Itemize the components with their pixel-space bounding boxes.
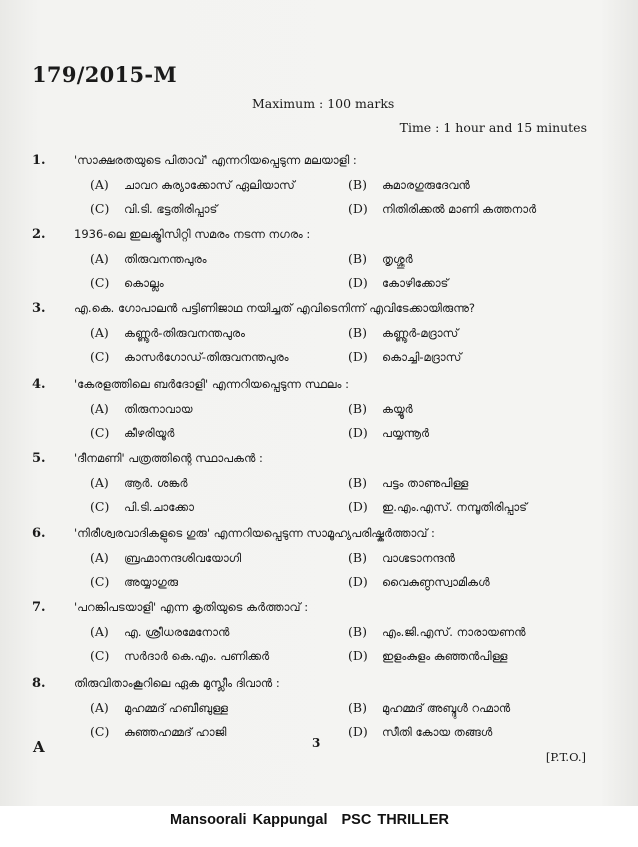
option-label: (D)	[348, 425, 368, 440]
option-d	[348, 425, 429, 441]
option-text: വി.ടി. ഭട്ടതിരിപ്പാട്	[124, 202, 218, 216]
question-text: 'ദീനമണി' പത്രത്തിന്റെ സ്ഥാപകൻ :	[74, 451, 263, 465]
option-label: (D)	[348, 499, 368, 514]
option-b	[348, 251, 413, 267]
option-label: (A)	[90, 401, 109, 416]
option-text: കൊച്ചി-മദ്രാസ്	[382, 350, 462, 364]
question-number: 2.	[32, 227, 46, 242]
option-label: (C)	[90, 425, 110, 440]
option-label: (B)	[348, 325, 367, 340]
question-text: 1936-ലെ ഇലക്ട്രിസിറ്റി സമരം നടന്ന നഗരം :	[74, 227, 311, 241]
option-b	[348, 401, 413, 417]
option-label: (C)	[90, 349, 110, 364]
option-label: (B)	[348, 401, 367, 416]
option-c	[90, 574, 178, 590]
option-text: കണ്ണൂർ-തിരുവനന്തപുരം	[124, 326, 245, 340]
option-text: നിതിരിക്കൽ മാണി കത്തനാർ	[382, 202, 537, 216]
option-label: (D)	[348, 275, 368, 290]
option-text: കൊല്ലം	[124, 276, 164, 290]
option-d	[348, 724, 492, 740]
option-text: പി.ടി.ചാക്കോ	[124, 500, 194, 514]
option-b	[348, 550, 455, 566]
option-label: (C)	[90, 724, 110, 739]
option-b	[348, 700, 510, 716]
option-c	[90, 724, 226, 740]
option-text: എം.ജി.എസ്. നാരായണൻ	[382, 625, 526, 639]
option-a	[90, 325, 245, 341]
option-label: (A)	[90, 475, 109, 490]
option-text: കയ്യൂർ	[382, 402, 413, 416]
question-text: തിരുവിതാംകൂറിലെ ഏക മുസ്ലീം ദിവാൻ :	[74, 676, 280, 690]
option-d	[348, 201, 536, 217]
option-text: പയ്യന്നൂർ	[382, 426, 430, 440]
watermark-brand: PSC THRILLER	[341, 812, 450, 828]
option-c	[90, 499, 194, 515]
option-d	[348, 648, 507, 664]
option-c	[90, 648, 269, 664]
option-label: (C)	[90, 574, 110, 589]
option-b	[348, 325, 458, 341]
option-c	[90, 349, 289, 365]
question-text: 'സാക്ഷരതയുടെ പിതാവ്' എന്നറിയപ്പെടുന്ന മലയാളി :	[74, 153, 357, 167]
option-text: കീഴരിയൂർ	[124, 426, 175, 440]
question-number: 1.	[32, 153, 46, 168]
option-text: മുഹമ്മദ് അബ്ദുൾ റഹ്മാൻ	[382, 701, 511, 715]
option-d	[348, 574, 490, 590]
option-label: (D)	[348, 648, 368, 663]
watermark-text	[170, 812, 449, 828]
page-number: 3	[312, 736, 321, 750]
option-c	[90, 201, 217, 217]
option-text: കാസർഗോഡ്-തിരുവനന്തപുരം	[124, 350, 289, 364]
option-label: (C)	[90, 648, 110, 663]
option-text: ബ്രഹ്മാനന്ദശിവയോഗി	[124, 551, 242, 565]
question-number: 3.	[32, 301, 46, 316]
option-label: (B)	[348, 475, 367, 490]
option-a	[90, 700, 228, 716]
option-d	[348, 275, 448, 291]
option-label: (B)	[348, 251, 367, 266]
please-turn-over: [P.T.O.]	[545, 750, 586, 764]
option-text: തൃശ്ശൂർ	[382, 252, 413, 266]
question-number: 8.	[32, 676, 46, 691]
option-d	[348, 499, 527, 515]
maximum-marks: Maximum : 100 marks	[252, 96, 395, 111]
option-text: കുഞ്ഞഹമ്മദ് ഹാജി	[124, 725, 227, 739]
option-c	[90, 275, 164, 291]
watermark-name: Mansoorali Kappungal	[170, 812, 328, 828]
question-text: 'കേരളത്തിലെ ബർദോളി' എന്നറിയപ്പെടുന്ന സ്ഥലം :	[74, 377, 349, 391]
option-text: തിരുനാവായ	[124, 402, 193, 416]
option-label: (A)	[90, 550, 109, 565]
option-label: (A)	[90, 177, 109, 192]
option-b	[348, 177, 470, 193]
question-7	[0, 600, 638, 670]
option-label: (D)	[348, 724, 368, 739]
option-c	[90, 425, 174, 441]
option-label: (C)	[90, 499, 110, 514]
question-2	[0, 227, 638, 297]
option-text: ഇ.എം.എസ്. നമ്പൂതിരിപ്പാട്	[382, 500, 527, 514]
question-number: 6.	[32, 526, 46, 541]
question-number: 5.	[32, 451, 46, 466]
option-text: സീതി കോയ തങ്ങൾ	[382, 725, 493, 739]
option-text: ചാവറ കുര്യാക്കോസ് ഏലിയാസ്	[124, 178, 295, 192]
option-label: (D)	[348, 574, 368, 589]
question-3	[0, 301, 638, 371]
option-b	[348, 624, 526, 640]
question-1	[0, 153, 638, 223]
option-text: പട്ടം താണുപിള്ള	[382, 476, 469, 490]
option-label: (A)	[90, 325, 109, 340]
question-number: 7.	[32, 600, 46, 615]
option-text: മുഹമ്മദ് ഹബീബുള്ള	[124, 701, 228, 715]
option-text: വാഗ്ഭടാനന്ദൻ	[382, 551, 455, 565]
option-label: (B)	[348, 550, 367, 565]
option-text: ആർ. ശങ്കർ	[124, 476, 188, 490]
option-label: (B)	[348, 177, 367, 192]
option-text: തിരുവനന്തപുരം	[124, 252, 207, 266]
option-a	[90, 624, 229, 640]
option-text: അയ്യാഗുരു	[124, 575, 179, 589]
option-label: (B)	[348, 624, 367, 639]
option-a	[90, 550, 241, 566]
option-label: (D)	[348, 201, 368, 216]
option-text: എ. ശ്രീധരമേനോൻ	[124, 625, 230, 639]
question-4	[0, 377, 638, 447]
option-label: (A)	[90, 624, 109, 639]
option-label: (C)	[90, 201, 110, 216]
option-text: സർദാർ കെ.എം. പണിക്കർ	[124, 649, 270, 663]
question-5	[0, 451, 638, 521]
time-allowed: Time : 1 hour and 15 minutes	[399, 120, 587, 135]
paper-code: 179/2015-M	[32, 62, 177, 87]
option-text: ഇളംകുളം കുഞ്ഞൻപിള്ള	[382, 649, 508, 663]
question-number: 4.	[32, 377, 46, 392]
option-b	[348, 475, 468, 491]
booklet-series: A	[33, 738, 45, 756]
option-label: (A)	[90, 251, 109, 266]
option-label: (D)	[348, 349, 368, 364]
option-text: വൈകുണ്ഠസ്വാമികൾ	[382, 575, 490, 589]
question-text: 'പറങ്കിപടയാളി' എന്ന കൃതിയുടെ കർത്താവ് :	[74, 600, 309, 614]
option-text: കുമാരഗുരുദേവൻ	[382, 178, 470, 192]
option-a	[90, 475, 188, 491]
option-text: കണ്ണൂർ-മദ്രാസ്	[382, 326, 459, 340]
option-text: കോഴിക്കോട്	[382, 276, 449, 290]
option-d	[348, 349, 461, 365]
option-label: (A)	[90, 700, 109, 715]
option-label: (C)	[90, 275, 110, 290]
option-a	[90, 251, 207, 267]
question-6	[0, 526, 638, 596]
option-a	[90, 177, 295, 193]
question-text: എ.കെ. ഗോപാലൻ പട്ടിണിജാഥ നയിച്ചത് എവിടെനിന്ന് എവിടേക്കായിരുന്നു?	[74, 301, 475, 315]
option-label: (B)	[348, 700, 367, 715]
question-text: 'നിരീശ്വരവാദികളുടെ ഗുരു' എന്നറിയപ്പെടുന്ന സാമൂഹ്യപരിഷ്കർത്താവ് :	[74, 526, 435, 540]
option-a	[90, 401, 192, 417]
